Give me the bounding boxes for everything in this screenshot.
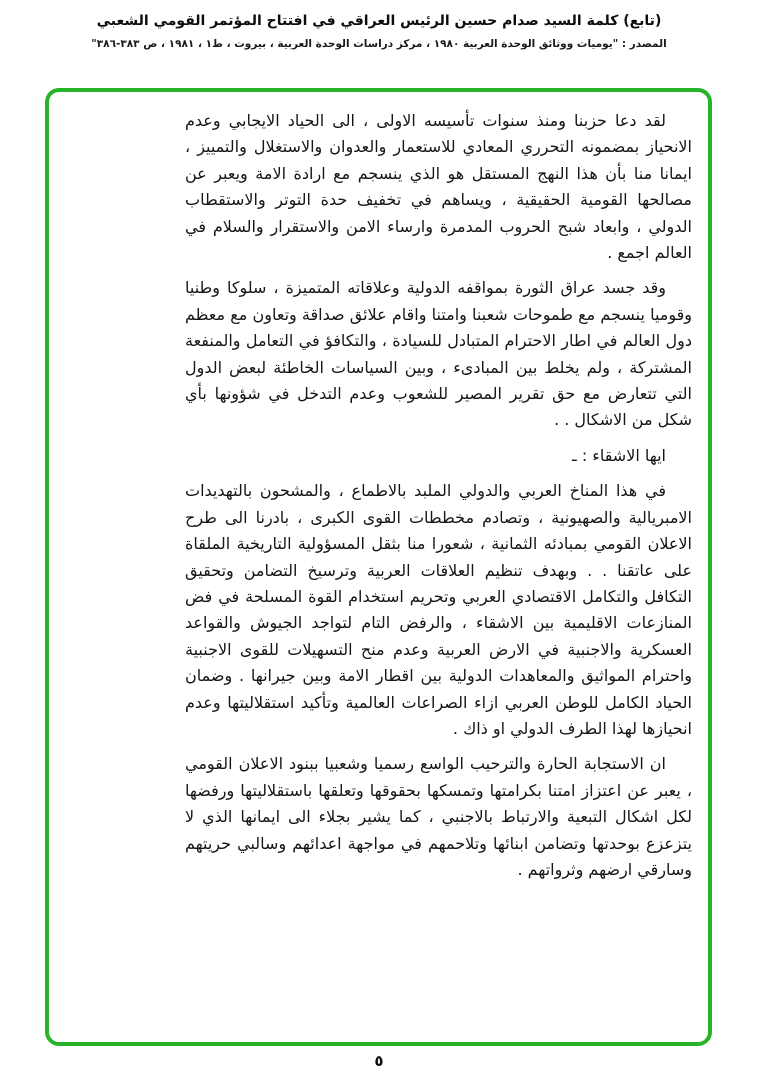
- body-text-block: [49, 92, 708, 883]
- paragraph: في هذا المناخ العربي والدولي الملبد بالاطماع ، والمشحون بالتهديدات الامبريالية والصهيونية ، وتصادم مخططات القوى الكبرى ، بادرنا الى طرح الاعلان القومي بمبادئه الثمانية ، شعورا منا بثقل المسؤولية التاريخية الملقاة على عاتقنا . . وبهدف تنظيم العلاقات العربية وترسيخ التضامن وتحقيق التكافل والتكامل الاقتصادي العربي وتحريم استخدام القوة المسلحة في فض المنازعات الاقليمية بين الاشقاء ، والرفض التام لتواجد الجيوش والقواعد العسكرية والاجنبية في الارض العربية وعدم منح التسهيلات للقوى الاجنبية واحترام المواثيق والمعاهدات الدولية بين اقطار الامة وبين جيرانها . وضمان الحياد الكامل للوطن العربي ازاء الصراعات العالمية وتأكيد استقلاليتها وعدم انحيازها لهذا الطرف الدولي او ذاك .: [185, 481, 692, 738]
- salutation-line: ايها الاشقاء : ـ: [572, 445, 666, 465]
- document-header: [0, 0, 758, 50]
- green-border-frame: [45, 88, 712, 1046]
- page-number: ٥: [374, 1052, 384, 1070]
- paragraph: وقد جسد عراق الثورة بمواقفه الدولية وعلاقاته المتميزة ، سلوكا وطنيا وقوميا ينسجم مع طموحات شعبنا وامتنا واقام علائق صداقة وتعاون مع معظم دول العالم في اطار الاحترام المتبادل للسيادة ، والتكافؤ في التعامل والمنفعة المشتركة ، ولم يخلط بين المبادىء ، وبين السياسات الخاطئة لبعض الدول التي تتعارض مع حق تقرير المصير للشعوب وعدم التدخل في شؤونها بأي شكل من الاشكال . .: [185, 278, 692, 430]
- paragraph: لقد دعا حزبنا ومنذ سنوات تأسيسه الاولى ، الى الحياد الايجابي وعدم الانحياز بمضمونه التحرري المعادي للاستعمار والعدوان والاستغلال والتمييز ، ايمانا منا بأن هذا النهج المستقل هو الذي ينسجم مع ارادة الامة ويعبر عن مصالحها القومية الحقيقية ، ويساهم في تخفيف حدة التوتر والاستقطاب الدولي ، وابعاد شبح الحروب المدمرة وارساء الامن والاستقرار والسلام في العالم اجمع .: [185, 111, 692, 263]
- document-title: (تابع) كلمة السيد صدام حسين الرئيس العراقي في افتتاح المؤتمر القومي الشعبي: [96, 13, 662, 29]
- page-footer: [0, 1051, 758, 1070]
- paragraph: ان الاستجابة الحارة والترحيب الواسع رسميا وشعبيا ببنود الاعلان القومي ، يعبر عن اعتزاز امتنا بكرامتها وتمسكها بحقوقها وتعلقها باستقلاليتها ورفضها لكل اشكال التبعية والارتباط بالاجنبي ، كما يشير بجلاء الى ايمانها الذي لا يتزعزع بوحدتها وتضامن ابنائها وتلاحمهم في مواجهة اعدائهم وسالبي حريتهم وسارقي ارضهم وثرواتهم .: [185, 754, 692, 879]
- document-source-line: المصدر : "يوميات ووثائق الوحدة العربية ١٩٨٠ ، مركز دراسات الوحدة العربية ، بيروت ، ط١ ، ١٩٨١ ، ص ٣٨٣-٣٨٦": [91, 38, 667, 50]
